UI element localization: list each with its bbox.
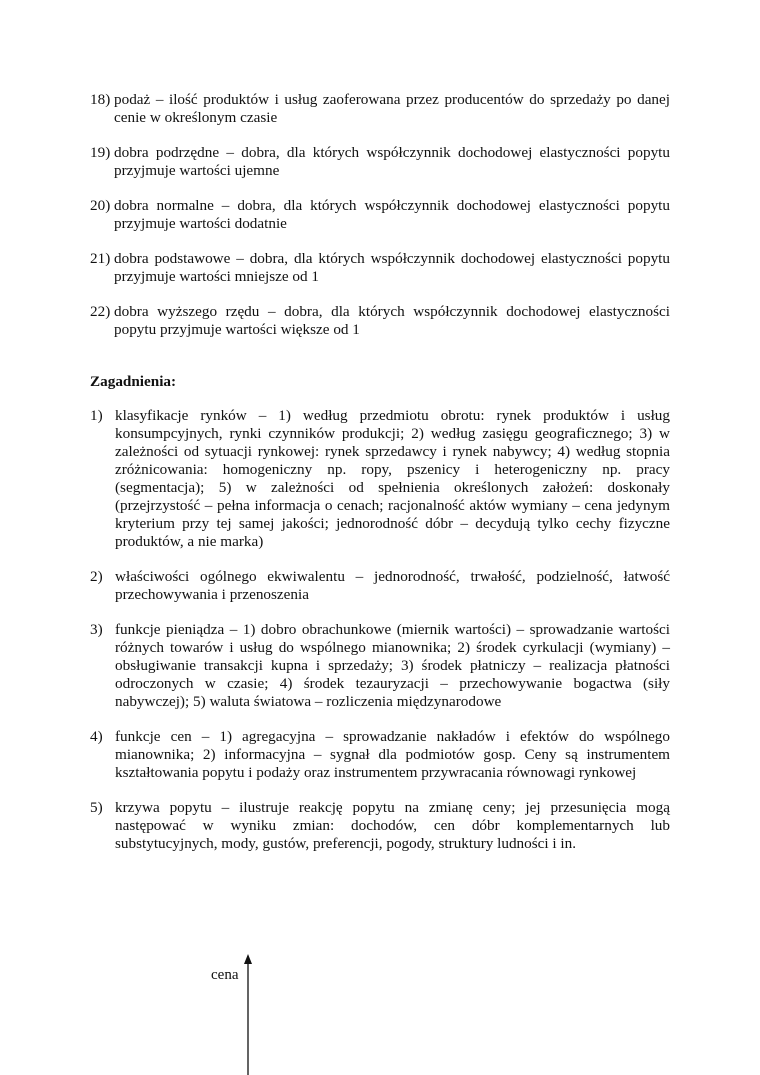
issues-list [90, 407, 670, 870]
definition-item [90, 303, 670, 339]
issue-text: funkcje cen – 1) agregacyjna – sprowadzanie nakładów i efektów do wspólnego mianownika; 2) informacyjna – sygnał dla podmiotów gosp. Ceny są instrumentem kształtowania popytu i podaży oraz instrumentem przywracania równowagi rynkowej [115, 728, 670, 781]
issue-item [90, 568, 670, 604]
definition-item [90, 197, 670, 233]
issue-item [90, 407, 670, 551]
demand-curve-chart [200, 950, 280, 1075]
issue-number: 1) [90, 407, 103, 424]
issues-heading: Zagadnienia: [90, 373, 177, 390]
issue-number: 3) [90, 621, 103, 638]
y-axis [200, 950, 280, 1075]
definition-item [90, 250, 670, 286]
definition-item [90, 91, 670, 127]
issue-text: funkcje pieniądza – 1) dobro obrachunkowe (miernik wartości) – sprowadzanie wartości różnych towarów i usług do wspólnego mianownika; 2) środek cyrkulacji (wymiany) – obsługiwanie transakcji kupna i sprzedaży; 3) środek płatniczy – realizacja płatności odroczonych w czasie; 4) środek tezauryzacji – przechowywanie bogactwa (siły nabywczej); 5) waluta światowa – rozliczenia międzynarodowe [115, 621, 670, 710]
definition-text: dobra podrzędne – dobra, dla których współczynnik dochodowej elastyczności popytu przyjmuje wartości ujemne [114, 144, 670, 179]
definition-text: dobra wyższego rzędu – dobra, dla których współczynnik dochodowej elastyczności popytu przyjmuje wartości większe od 1 [114, 303, 670, 338]
definition-number: 22) [90, 303, 111, 320]
issue-text: klasyfikacje rynków – 1) według przedmiotu obrotu: rynek produktów i usług konsumpcyjnych, rynki czynników produkcji; 2) według zasięgu geograficznego; 3) w zależności od sytuacji rynkowej: rynek sprzedawcy i rynek nabywcy; 4) według stopnia zróżnicowania: homogeniczny np. ropy, pszenicy i heterogeniczny np. pracy (segmentacja); 5) w zależności od spełnienia określonych założeń: doskonały (przejrzystość – pełna informacja o cenach; racjonalność aktów wymiany – cena jedynym kryterium przy tej samej jakości; jednorodność dóbr – decydują tylko cechy fizyczne produktów, a nie marka) [115, 407, 670, 550]
issue-item [90, 728, 670, 782]
issue-item [90, 799, 670, 853]
issue-number: 5) [90, 799, 103, 816]
definition-text: podaż – ilość produktów i usług zaoferowana przez producentów do sprzedaży po danej cenie w określonym czasie [114, 91, 670, 126]
definition-number: 18) [90, 91, 111, 108]
definition-number: 21) [90, 250, 111, 267]
issue-item [90, 621, 670, 711]
definition-item [90, 144, 670, 180]
definition-text: dobra normalne – dobra, dla których współczynnik dochodowej elastyczności popytu przyjmuje wartości dodatnie [114, 197, 670, 232]
y-axis-label: cena [211, 967, 239, 983]
issue-number: 4) [90, 728, 103, 745]
issue-number: 2) [90, 568, 103, 585]
y-axis-arrowhead [244, 954, 252, 964]
definition-number: 19) [90, 144, 111, 161]
issue-text: właściwości ogólnego ekwiwalentu – jednorodność, trwałość, podzielność, łatwość przechowywania i przenoszenia [115, 568, 670, 603]
definition-text: dobra podstawowe – dobra, dla których współczynnik dochodowej elastyczności popytu przyjmuje wartości mniejsze od 1 [114, 250, 670, 285]
definitions-list [90, 91, 670, 356]
definition-number: 20) [90, 197, 111, 214]
issue-text: krzywa popytu – ilustruje reakcję popytu na zmianę ceny; jej przesunięcia mogą następować w wyniku zmian: dochodów, cen dóbr komplementarnych lub substytucyjnych, mody, gustów, preferencji, pogody, struktury ludności i in. [115, 799, 670, 852]
